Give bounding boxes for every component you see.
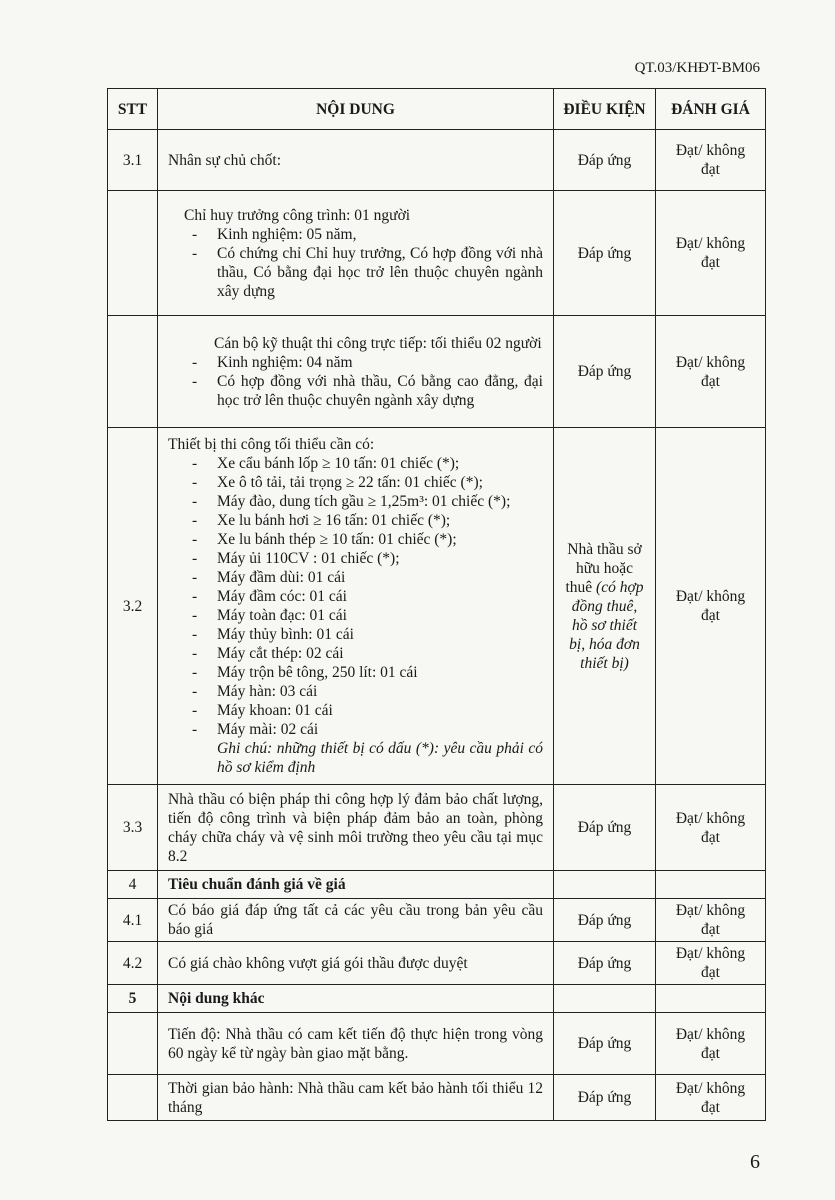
condition-text: Nhà thầu sở hữu hoặc thuê bbox=[565, 540, 642, 596]
table-row bbox=[108, 428, 766, 785]
list-item: - Máy trộn bê tông, 250 lít: 01 cái bbox=[192, 663, 543, 682]
list-item: - Máy đào, dung tích gầu ≥ 1,25m³: 01 chiếc (*); bbox=[192, 492, 543, 511]
row-content: Thời gian bảo hành: Nhà thầu cam kết bảo hành tối thiểu 12 tháng bbox=[158, 1075, 554, 1121]
page-number: 6 bbox=[750, 1151, 760, 1173]
row-evaluation: Đạt/ không đạt bbox=[656, 316, 766, 428]
list-item: - Có chứng chỉ Chỉ huy trưởng, Có hợp đồng với nhà thầu, Có bằng đại học trở lên thuộc chuyên ngành xây dựng bbox=[192, 244, 543, 301]
list-item: - Kinh nghiệm: 04 năm bbox=[192, 353, 543, 372]
row-condition: Đáp ứng bbox=[554, 942, 656, 985]
table-row bbox=[108, 191, 766, 316]
list-item: - Máy khoan: 01 cái bbox=[192, 701, 543, 720]
row-evaluation bbox=[656, 985, 766, 1013]
row-condition bbox=[554, 871, 656, 899]
row-evaluation: Đạt/ không đạt bbox=[656, 191, 766, 316]
header-evaluation: ĐÁNH GIÁ bbox=[656, 89, 766, 130]
row-stt: 3.3 bbox=[108, 785, 158, 871]
table-row bbox=[108, 1013, 766, 1075]
row-condition: Đáp ứng bbox=[554, 899, 656, 942]
document-code: QT.03/KHĐT-BM06 bbox=[634, 60, 760, 76]
row-content: Có báo giá đáp ứng tất cả các yêu cầu trong bản yêu cầu báo giá bbox=[158, 899, 554, 942]
list-item: - Xe cẩu bánh lốp ≥ 10 tấn: 01 chiếc (*); bbox=[192, 454, 543, 473]
list-item: - Máy đầm dùi: 01 cái bbox=[192, 568, 543, 587]
row-lead: Thiết bị thi công tối thiểu cần có: bbox=[168, 436, 375, 453]
row-content: Nhà thầu có biện pháp thi công hợp lý đảm bảo chất lượng, tiến độ công trình và biện pháp đảm bảo an toàn, phòng cháy chữa cháy và vệ sinh môi trường theo yêu cầu tại mục 8.2 bbox=[158, 785, 554, 871]
table-row bbox=[108, 1075, 766, 1121]
list-item: - Máy hàn: 03 cái bbox=[192, 682, 543, 701]
row-stt: 5 bbox=[108, 985, 158, 1013]
list-item: - Máy mài: 02 cái bbox=[192, 720, 543, 739]
list-item: - Máy ủi 110CV : 01 chiếc (*); bbox=[192, 549, 543, 568]
row-stt bbox=[108, 191, 158, 316]
table-row bbox=[108, 899, 766, 942]
row-content bbox=[158, 428, 554, 785]
row-content bbox=[158, 316, 554, 428]
row-stt: 4 bbox=[108, 871, 158, 899]
list-item: - Xe ô tô tải, tải trọng ≥ 22 tấn: 01 chiếc (*); bbox=[192, 473, 543, 492]
requirement-list bbox=[168, 225, 543, 301]
list-item: - Xe lu bánh hơi ≥ 16 tấn: 01 chiếc (*); bbox=[192, 511, 543, 530]
table-row bbox=[108, 985, 766, 1013]
row-evaluation: Đạt/ không đạt bbox=[656, 785, 766, 871]
row-content: Tiến độ: Nhà thầu có cam kết tiến độ thực hiện trong vòng 60 ngày kể từ ngày bàn giao mặt bằng. bbox=[158, 1013, 554, 1075]
row-content: Có giá chào không vượt giá gói thầu được duyệt bbox=[158, 942, 554, 985]
header-condition: ĐIỀU KIỆN bbox=[554, 89, 656, 130]
list-item: - Máy đầm cóc: 01 cái bbox=[192, 587, 543, 606]
row-stt: 4.1 bbox=[108, 899, 158, 942]
header-stt: STT bbox=[108, 89, 158, 130]
header-content: NỘI DUNG bbox=[158, 89, 554, 130]
row-evaluation bbox=[656, 871, 766, 899]
list-item: - Có hợp đồng với nhà thầu, Có bằng cao đẳng, đại học trở lên thuộc chuyên ngành xây dựng bbox=[192, 372, 543, 410]
list-item: - Máy toàn đạc: 01 cái bbox=[192, 606, 543, 625]
table-row bbox=[108, 942, 766, 985]
row-condition: Đáp ứng bbox=[554, 191, 656, 316]
row-evaluation: Đạt/ không đạt bbox=[656, 942, 766, 985]
row-evaluation: Đạt/ không đạt bbox=[656, 1075, 766, 1121]
table-row bbox=[108, 130, 766, 191]
row-stt bbox=[108, 316, 158, 428]
row-stt bbox=[108, 1013, 158, 1075]
table-row bbox=[108, 316, 766, 428]
row-evaluation: Đạt/ không đạt bbox=[656, 1013, 766, 1075]
row-condition bbox=[554, 428, 656, 785]
row-evaluation: Đạt/ không đạt bbox=[656, 899, 766, 942]
requirement-list bbox=[168, 353, 543, 410]
evaluation-criteria-table bbox=[107, 88, 766, 1121]
row-stt: 3.1 bbox=[108, 130, 158, 191]
equipment-list bbox=[168, 454, 543, 739]
row-evaluation: Đạt/ không đạt bbox=[656, 130, 766, 191]
row-content: Nhân sự chủ chốt: bbox=[158, 130, 554, 191]
row-condition bbox=[554, 985, 656, 1013]
list-item: - Kinh nghiệm: 05 năm, bbox=[192, 225, 543, 244]
list-item: - Máy cắt thép: 02 cái bbox=[192, 644, 543, 663]
row-stt: 3.2 bbox=[108, 428, 158, 785]
row-lead: Cán bộ kỹ thuật thi công trực tiếp: tối thiểu 02 người bbox=[214, 334, 542, 352]
row-condition: Đáp ứng bbox=[554, 316, 656, 428]
row-evaluation: Đạt/ không đạt bbox=[656, 428, 766, 785]
row-condition: Đáp ứng bbox=[554, 1075, 656, 1121]
row-condition: Đáp ứng bbox=[554, 1013, 656, 1075]
table-header-row bbox=[108, 89, 766, 130]
section-title: Tiêu chuẩn đánh giá về giá bbox=[158, 871, 554, 899]
list-item: - Xe lu bánh thép ≥ 10 tấn: 01 chiếc (*); bbox=[192, 530, 543, 549]
row-lead: Chỉ huy trưởng công trình: 01 người bbox=[184, 206, 411, 224]
section-title: Nội dung khác bbox=[158, 985, 554, 1013]
equipment-note: Ghi chú: những thiết bị có dấu (*): yêu cầu phải có hồ sơ kiểm định bbox=[217, 740, 543, 776]
row-content bbox=[158, 191, 554, 316]
table-row bbox=[108, 785, 766, 871]
row-condition: Đáp ứng bbox=[554, 130, 656, 191]
list-item: - Máy thủy bình: 01 cái bbox=[192, 625, 543, 644]
row-stt bbox=[108, 1075, 158, 1121]
row-condition: Đáp ứng bbox=[554, 785, 656, 871]
table-row bbox=[108, 871, 766, 899]
condition-note: (có hợp đồng thuê, hồ sơ thiết bị, hóa đơn thiết bị) bbox=[569, 578, 644, 672]
row-stt: 4.2 bbox=[108, 942, 158, 985]
